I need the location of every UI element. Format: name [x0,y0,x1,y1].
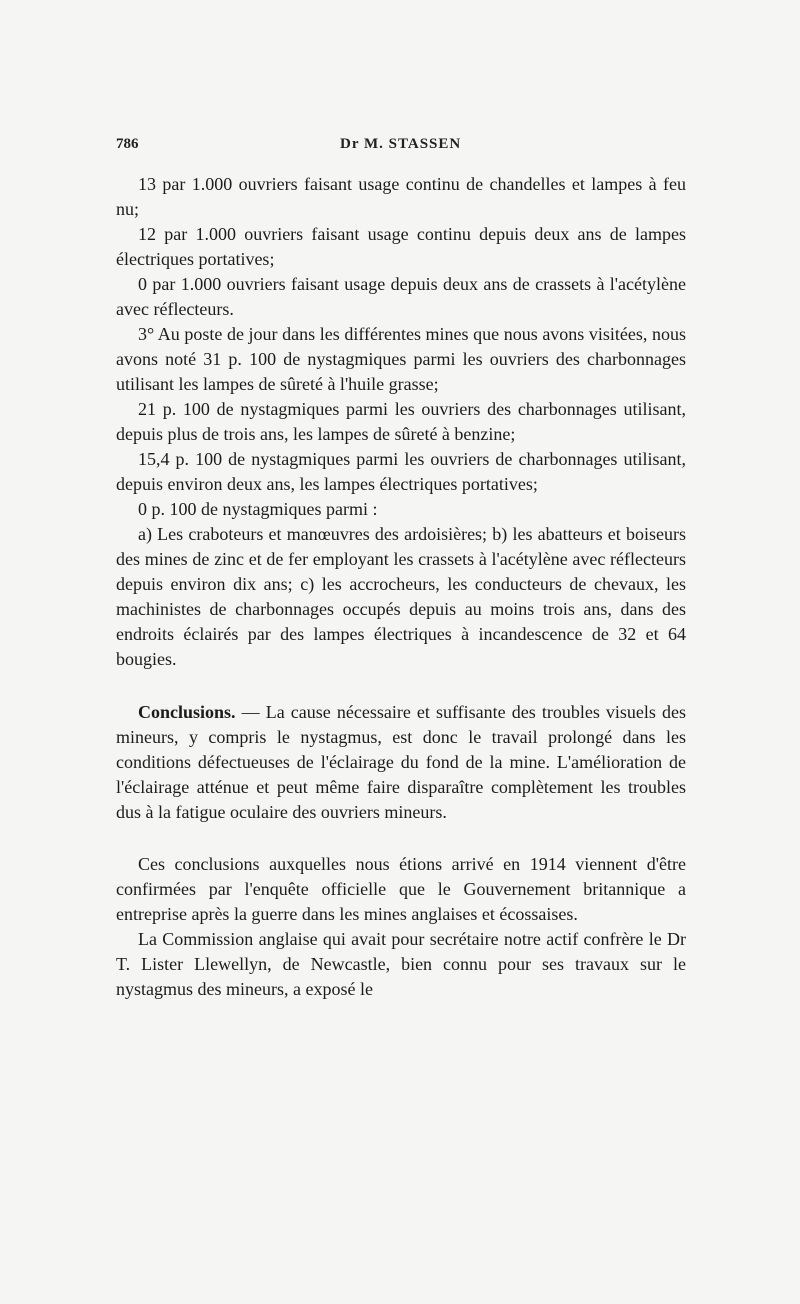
conclusions-lead: Conclusions. [138,702,236,722]
section-gap [116,825,686,852]
paragraph: 15,4 p. 100 de nystagmiques parmi les ouvriers de charbonnages utilisant, depuis environ deux ans, les lampes électriques portatives; [116,449,686,494]
paragraph: 0 p. 100 de nystagmiques parmi : [138,499,378,519]
author-header: Dr M. STASSEN [340,136,462,152]
paragraph: 3° Au poste de jour dans les différentes mines que nous avons visitées, nous avons noté 31 p. 100 de nystagmiques parmi les ouvriers des charbonnages utilisant les lampes de sûreté à l'huile grasse; [116,324,686,394]
paragraph: 21 p. 100 de nystagmiques parmi les ouvriers des charbonnages utilisant, depuis plus de trois ans, les lampes de sûreté à benzine; [116,399,686,444]
paragraph: Ces conclusions auxquelles nous étions arrivé en 1914 viennent d'être confirmées par l'enquête officielle que le Gouvernement britannique a entreprise après la guerre dans les mines anglaises et écossaises. [116,854,686,924]
section-gap [116,672,686,700]
paragraph: 0 par 1.000 ouvriers faisant usage depuis deux ans de crassets à l'acétylène avec réflecteurs. [116,274,686,319]
paragraph: La Commission anglaise qui avait pour secrétaire notre actif confrère le Dr T. Lister Llewellyn, de Newcastle, bien connu pour ses travaux sur le nystagmus des mineurs, a exposé le [116,929,686,999]
paragraph: 13 par 1.000 ouvriers faisant usage continu de chandelles et lampes à feu nu; [116,174,686,219]
page-number: 786 [116,136,139,152]
body-text [116,172,686,1002]
conclusions-text: — La cause nécessaire et suffisante des troubles visuels des mineurs, y compris le nystagmus, est donc le travail prolongé dans les conditions défectueuses de l'éclairage du fond de la mine. L'amélioration de l'éclairage atténue et peut même faire disparaître complètement les troubles dus à la fatigue oculaire des ouvriers mineurs. [116,702,686,822]
paragraph: 12 par 1.000 ouvriers faisant usage continu depuis deux ans de lampes électriques portatives; [116,224,686,269]
running-head [116,136,686,158]
conclusions-paragraph [116,700,686,825]
paragraph: a) Les craboteurs et manœuvres des ardoisières; b) les abatteurs et boiseurs des mines de zinc et de fer employant les crassets à l'acétylène avec réflecteurs depuis environ dix ans; c) les accrocheurs, les conducteurs de chevaux, les machinistes de charbonnages occupés depuis au moins trois ans, dans des endroits éclairés par des lampes électriques à incandescence de 32 et 64 bougies. [116,524,686,669]
